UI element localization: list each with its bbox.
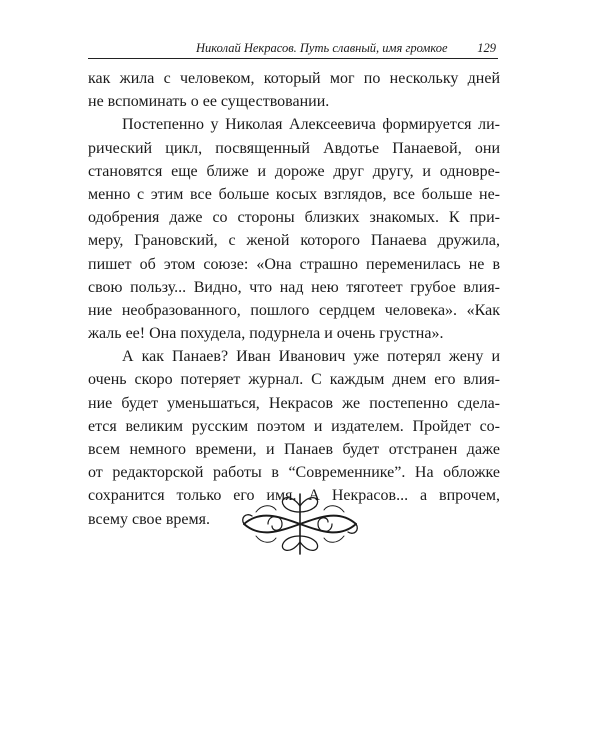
flourish-ornament-icon (238, 488, 362, 560)
text-line: очень скоро потеряет журнал. С каждым днем его влия- (88, 371, 500, 389)
text-line: менно с этим все больше косых взглядов, все больше не- (88, 185, 500, 203)
text-line: не вспоминать о ее существовании. (88, 93, 330, 111)
running-title: Николай Некрасов. Путь славный, имя громкое (196, 41, 448, 55)
text-line: от редакторской работы в “Современнике”. На обложке (88, 464, 500, 482)
text-line: сохранится только его имя. А Некрасов... а впрочем, (88, 487, 500, 505)
text-line: ется великим русским поэтом и издателем. Пройдет со- (88, 417, 500, 435)
text-line: всему свое время. (88, 510, 210, 528)
text-line: становятся еще ближе и дороже друг другу, и одновре- (88, 162, 500, 180)
text-line: одобрения даже со стороны близких знакомых. К при- (88, 209, 500, 227)
text-line: всем немного времени, и Панаев будет отстранен даже (88, 441, 500, 458)
text-line: жаль ее! Она похудела, подурнела и очень грустна». (88, 325, 444, 343)
text-line: ние необразованного, пошлого сердцем человека». «Как (88, 301, 500, 319)
text-line: как жила с человеком, который мог по нескольку дней (88, 70, 500, 87)
text-line: пишет об этом союзе: «Она страшно переменилась не в (88, 255, 500, 273)
text-line: рический цикл, посвященный Авдотье Панаевой, они (88, 139, 500, 157)
body-text (88, 67, 500, 531)
running-head (88, 38, 498, 59)
paragraph-start-line: А как Панаев? Иван Иванович уже потерял жену и (122, 348, 500, 366)
text-line: ние будет уменьшаться, Некрасов же постепенно сдела- (88, 394, 500, 412)
paragraph-start-line: Постепенно у Николая Алексеевича формируется ли- (122, 116, 500, 134)
text-line: меру, Грановский, с женой которого Панаева дружила, (88, 232, 500, 250)
page-number: 129 (477, 41, 496, 55)
text-line: свою пользу... Видно, что над нею тяготеет грубое влия- (88, 278, 500, 296)
